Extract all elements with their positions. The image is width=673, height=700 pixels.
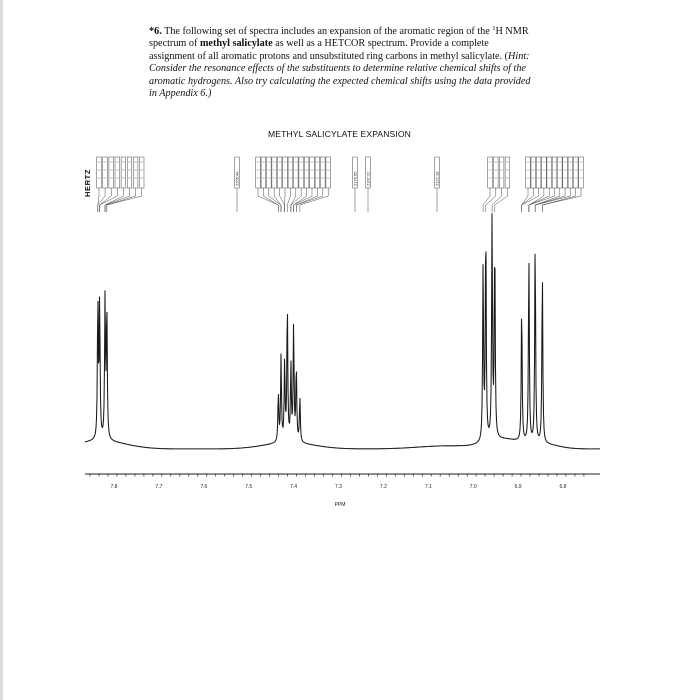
peak-group-6-87-connector <box>522 188 528 212</box>
peak-group-7-4-label-box <box>294 157 299 188</box>
peak-group-7-4-connector <box>280 188 285 212</box>
peak-group-6-87-label-box <box>568 157 573 188</box>
peak-group-6-87-label-box <box>526 157 531 188</box>
peak-group-7-4-label-box <box>283 157 288 188</box>
x-tick-label: 7.6 <box>200 484 208 490</box>
peak-frequency-label: 2167.22 <box>365 171 371 186</box>
peak-group-7-8-label-box <box>109 157 114 188</box>
peak-group-6-96-connector <box>483 188 490 212</box>
peak-group-6-87-label-box <box>542 157 547 188</box>
peak-group-6-87-connector <box>522 188 539 212</box>
peak-group-7-8-label-box <box>115 157 120 188</box>
peak-group-7-4-label-box <box>277 157 282 188</box>
peak-group-6-87-label-box <box>558 157 563 188</box>
peak-group-7-4-label-box <box>326 157 331 188</box>
peak-frequency-label: 2122.18 <box>434 171 440 186</box>
peak-group-6-96-connector <box>495 188 508 212</box>
peak-group-7-8-label-box <box>121 157 126 188</box>
peak-group-7-4-connector <box>291 188 296 212</box>
peak-group-7-8-connector <box>100 188 118 212</box>
question-line-3: assignment of all aromatic protons and unsubstituted ring carbons in methyl salicylate. (Hint: <box>149 50 530 62</box>
peak-group-6-87-label-box <box>536 157 541 188</box>
x-tick-label: 7.7 <box>155 484 163 490</box>
peak-group-7-4-label-box <box>299 157 304 188</box>
peak-group-7-8-label-box <box>139 157 144 188</box>
peak-group-6-96-label-box <box>505 157 510 188</box>
question-number: *6. <box>149 26 162 37</box>
peak-group-7-8-label-box <box>103 157 108 188</box>
peak-group-6-87-connector <box>542 188 575 212</box>
x-tick-label: 7.1 <box>424 484 432 490</box>
peak-group-6-87-label-box <box>531 157 536 188</box>
peak-group-7-4-label-box <box>261 157 266 188</box>
peak-group-7-4-connector <box>296 188 317 212</box>
peak-group-6-96-connector <box>492 188 502 212</box>
peak-group-7-8-label-box <box>133 157 138 188</box>
peak-group-6-87-connector <box>535 188 560 212</box>
peak-group-7-4-label-box <box>304 157 309 188</box>
peak-group-6-96-label-box <box>499 157 504 188</box>
compound-name: methyl salicylate <box>199 38 273 50</box>
peak-group-6-96-label-box <box>494 157 499 188</box>
peak-group-7-8-label-box <box>127 157 132 188</box>
peak-group-7-4-label-box <box>256 157 261 188</box>
peak-group-6-87-connector <box>529 188 555 212</box>
x-tick-label: 7.3 <box>335 484 342 490</box>
peak-group-6-87-label-box <box>552 157 557 188</box>
peak-group-7-4-label-box <box>315 157 320 188</box>
peak-frequency-label: 2176.65 <box>352 171 358 186</box>
peak-group-7-4-label-box <box>321 157 326 188</box>
peak-group-6-87-label-box <box>547 157 552 188</box>
x-tick-label: 7.8 <box>110 484 118 490</box>
spectrum-trace <box>85 213 600 449</box>
hertz-label: HERTZ <box>83 169 92 197</box>
question-line-5: aromatic hydrogens. Also try calculating the expected chemical shifts using the data provided <box>149 75 531 87</box>
peak-group-7-8-label-box <box>97 157 102 188</box>
x-tick-label: 7.2 <box>379 484 387 490</box>
peak-group-7-4-connector <box>258 188 278 212</box>
peak-group-6-87-label-box <box>579 157 584 188</box>
peak-group-7-4-connector <box>291 188 301 212</box>
question-line-2: spectrum of methyl salicylate as well as a HETCOR spectrum. Provide a complete <box>149 38 489 50</box>
peak-group-7-4-label-box <box>288 157 293 188</box>
peak-group-7-8-connector <box>105 188 123 212</box>
peak-group-6-96-label-box <box>488 157 493 188</box>
peak-group-7-4-connector <box>263 188 278 212</box>
peak-group-7-4-connector <box>296 188 323 212</box>
question-line-6: in Appendix 6.) <box>149 88 212 100</box>
peak-group-6-87-connector <box>529 188 549 212</box>
peak-group-7-4-label-box <box>310 157 315 188</box>
x-tick-label: 7.5 <box>245 484 253 490</box>
x-tick-label: 7.0 <box>469 484 477 490</box>
x-tick-label: 6.8 <box>559 484 567 490</box>
figure-title: METHYL SALICYLATE EXPANSION <box>268 129 411 139</box>
peak-group-6-87-label-box <box>573 157 578 188</box>
peak-group-7-8-connector <box>107 188 142 212</box>
peak-group-7-4-connector <box>274 188 281 212</box>
peak-group-6-87-label-box <box>563 157 568 188</box>
peak-group-7-4-label-box <box>272 157 277 188</box>
peak-group-6-96-connector <box>486 188 496 212</box>
peak-frequency-label: 2256.49 <box>234 171 240 186</box>
x-tick-label: 6.9 <box>514 484 522 490</box>
x-tick-label: 7.4 <box>290 484 298 490</box>
peak-group-7-4-connector <box>287 188 290 212</box>
peak-group-7-4-label-box <box>267 157 272 188</box>
hint-label: Hint: <box>508 50 530 62</box>
peak-group-7-4-connector <box>269 188 281 212</box>
x-axis-label: PPM <box>334 502 346 508</box>
question-line-1: *6. The following set of spectra includes an expansion of the aromatic region of the $^1$H NMR <box>149 25 529 37</box>
question-line-4: Consider the resonance effects of the substituents to determine relative chemical shifts of the <box>149 63 526 75</box>
